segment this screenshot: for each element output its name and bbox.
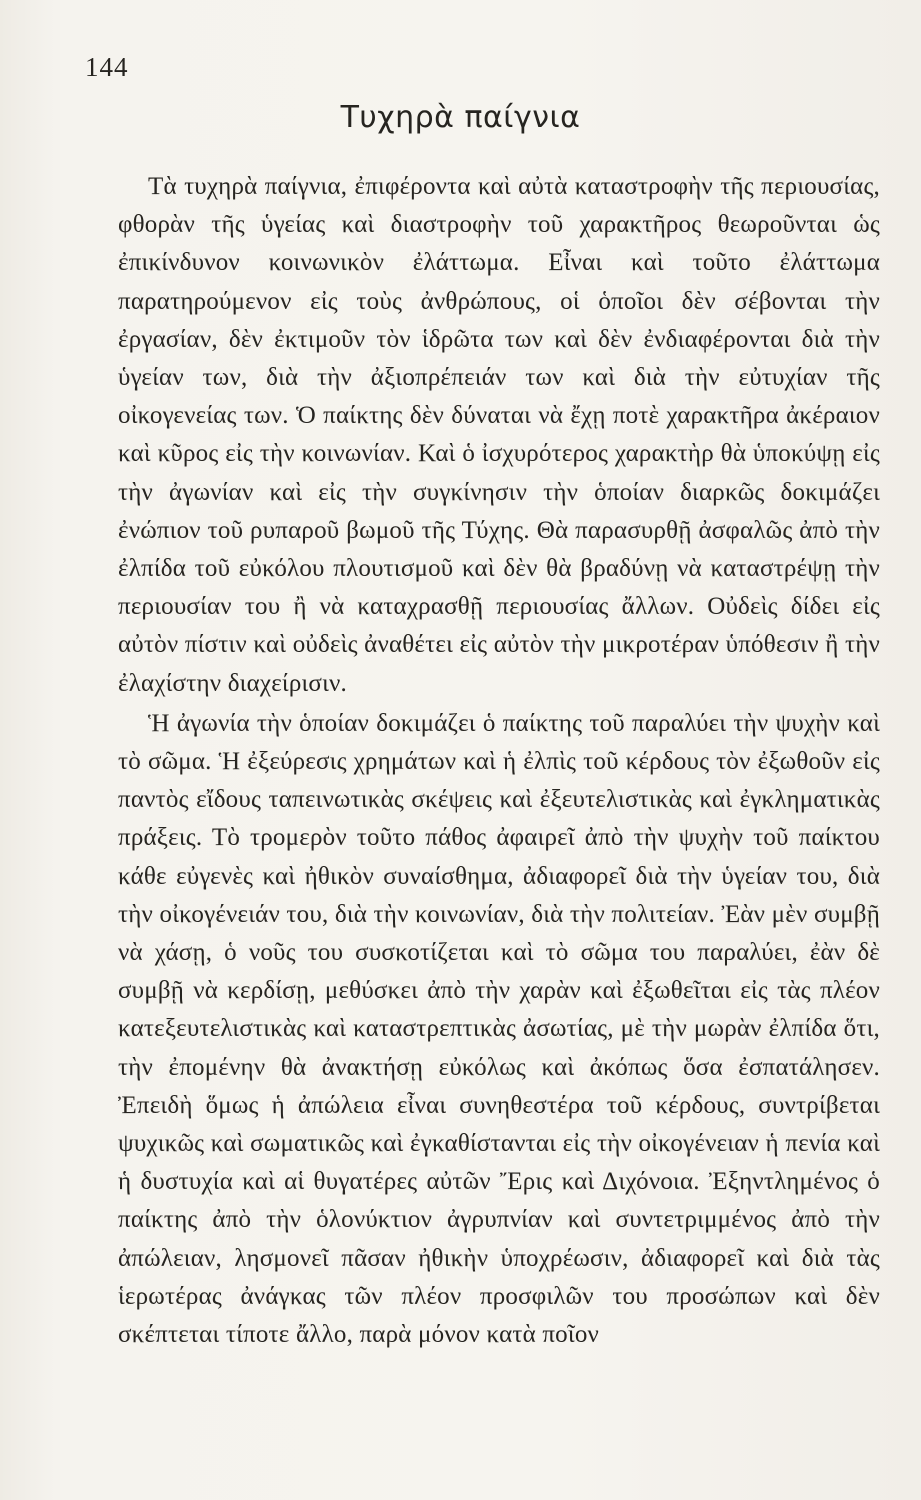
chapter-title: Τυχηρὰ παίγνια — [340, 100, 581, 135]
paragraph: Ἡ ἀγωνία τὴν ὁποίαν δοκιμάζει ὁ παίκτης τοῦ παραλύει τὴν ψυχὴν καὶ τὸ σῶμα. Ἡ ἐξεύρεσις χρημάτων καὶ ἡ ἐλπὶς τοῦ κέρδους τὸν ἐξωθοῦν εἰς παντὸς εἴδους ταπεινωτικὰς σκέψεις καὶ ἐξευτελιστικὰς καὶ ἐγκληματικὰς πράξεις. Τὸ τρομερὸν τοῦτο πάθος ἀφαιρεῖ ἀπὸ τὴν ψυχὴν τοῦ παίκτου κάθε εὐγενὲς καὶ ἠθικὸν συναίσθημα, ἀδιαφορεῖ διὰ τὴν ὑγείαν του, διὰ τὴν οἰκογένειάν του, διὰ τὴν κοινωνίαν, διὰ τὴν πολιτείαν. Ἐὰν μὲν συμβῇ νὰ χάσῃ, ὁ νοῦς του συσκοτίζεται καὶ τὸ σῶμα του παραλύει, ἐὰν δὲ συμβῇ νὰ κερδίσῃ, μεθύσκει ἀπὸ τὴν χαρὰν καὶ ἐξωθεῖται εἰς τὰς πλέον κατεξευτελιστικὰς καὶ καταστρεπτικὰς ἀσωτίας, μὲ τὴν μωρὰν ἐλπίδα ὅτι, τὴν ἐπομένην θὰ ἀνακτήσῃ εὐκόλως καὶ ἀκόπως ὅσα ἐσπατάλησεν. Ἐπειδὴ ὅμως ἡ ἀπώλεια εἶναι συνηθεστέρα τοῦ κέρδους, συντρίβεται ψυχικῶς καὶ σωματικῶς καὶ ἐγκαθίστανται εἰς τὴν οἰκογένειαν ἡ πενία καὶ ἡ δυστυχία καὶ αἱ θυγατέρες αὐτῶν Ἔρις καὶ Διχόνοια. Ἐξηντλημένος ὁ παίκτης ἀπὸ τὴν ὁλονύκτιον ἀγρυπνίαν καὶ συντετριμμένος ἀπὸ τὴν ἀπώλειαν, λησμονεῖ πᾶσαν ἠθικὴν ὑποχρέωσιν, ἀδιαφορεῖ καὶ διὰ τὰς ἱερωτέρας ἀνάγκας τῶν πλέον προσφιλῶν του προσώπων καὶ δὲν σκέπτεται τίποτε ἄλλο, παρὰ μόνον κατὰ ποῖον — [118, 709, 880, 1349]
paragraph: Τὰ τυχηρὰ παίγνια, ἐπιφέροντα καὶ αὐτὰ καταστροφὴν τῆς περιουσίας, φθορὰν τῆς ὑγείας καὶ διαστροφὴν τοῦ χαρακτῆρος θεωροῦνται ὡς ἐπικίνδυνον κοινωνικὸν ἐλάττωμα. Εἶναι καὶ τοῦτο ἐλάττωμα παρατηρούμενον εἰς τοὺς ἀνθρώπους, οἱ ὁποῖοι δὲν σέβονται τὴν ἐργασίαν, δὲν ἐκτιμοῦν τὸν ἱδρῶτα των καὶ δὲν ἐνδιαφέρονται διὰ τὴν ὑγείαν των, διὰ τὴν ἀξιοπρέπειάν των καὶ διὰ τὴν εὐτυχίαν τῆς οἰκογενείας των. Ὁ παίκτης δὲν δύναται νὰ ἔχῃ ποτὲ χαρακτῆρα ἀκέραιον καὶ κῦρος εἰς τὴν κοινωνίαν. Καὶ ὁ ἰσχυρότερος χαρακτὴρ θὰ ὑποκύψῃ εἰς τὴν ἀγωνίαν καὶ εἰς τὴν συγκίνησιν τὴν ὁποίαν διαρκῶς δοκιμάζει ἐνώπιον τοῦ ρυπαροῦ βωμοῦ τῆς Τύχης. Θὰ παρασυρθῇ ἀσφαλῶς ἀπὸ τὴν ἐλπίδα τοῦ εὐκόλου πλουτισμοῦ καὶ δὲν θὰ βραδύνῃ νὰ καταστρέψῃ τὴν περιουσίαν του ἢ νὰ καταχρασθῇ περιουσίας ἄλλων. Οὐδεὶς δίδει εἰς αὐτὸν πίστιν καὶ οὐδεὶς ἀναθέτει εἰς αὐτὸν τὴν μικροτέραν ὑπόθεσιν ἢ τὴν ἐλαχίστην διαχείρισιν. — [118, 173, 880, 697]
body-text — [118, 168, 880, 1354]
page-number: 144 — [85, 52, 129, 82]
